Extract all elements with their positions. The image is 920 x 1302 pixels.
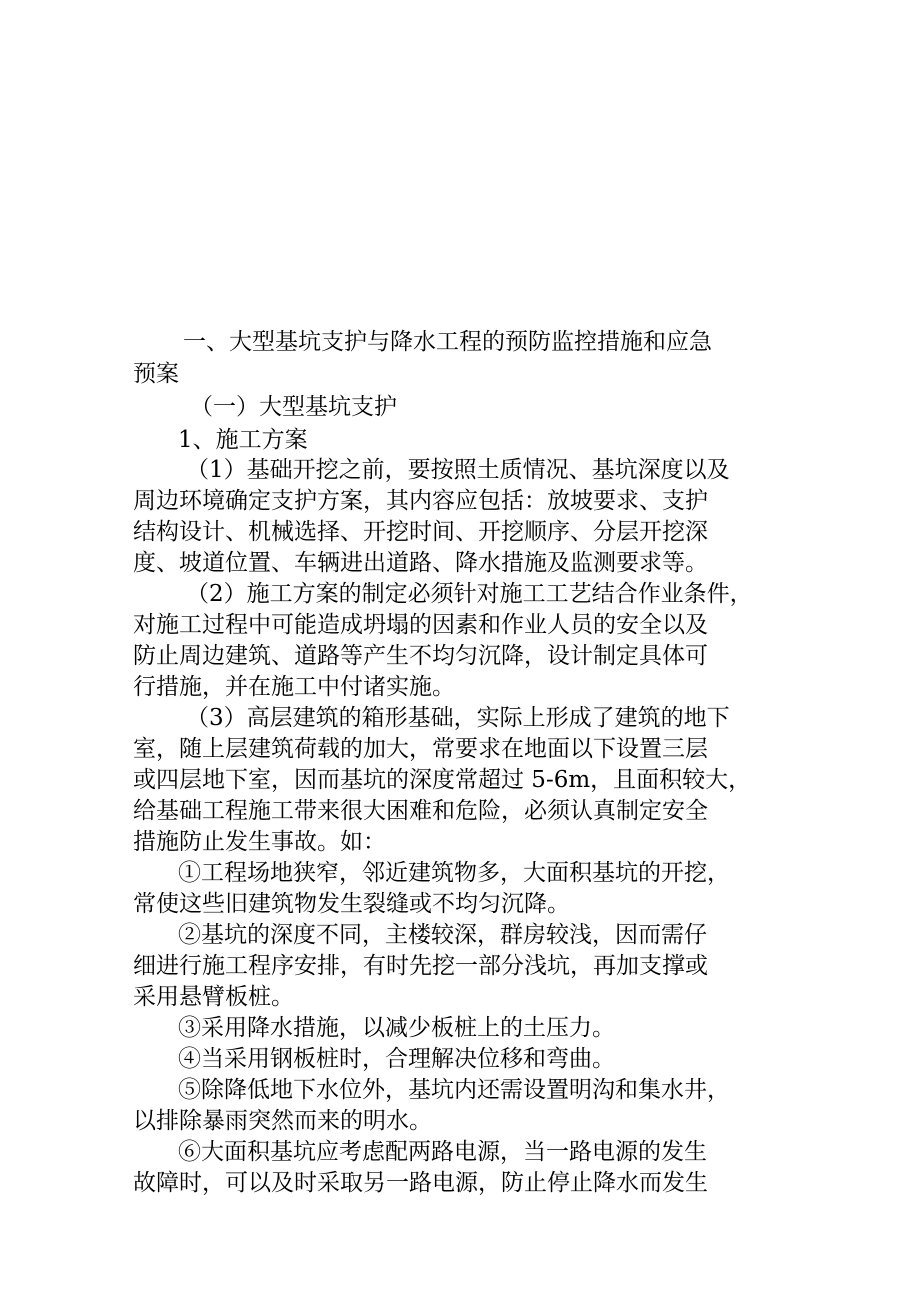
paragraph-3-line-5: 措施防止发生事故。如： (133, 829, 386, 855)
item-2-line-2: 细进行施工程序安排，有时先挖一部分浅坑，再加支撑或 (133, 953, 708, 979)
heading-line-1: 一、大型基坑支护与降水工程的预防监控措施和应急 (183, 329, 712, 355)
item-1-line-2: 常使这些旧建筑物发生裂缝或不均匀沉降。 (133, 891, 570, 917)
item-1-line-1: ①工程场地狭窄，邻近建筑物多，大面积基坑的开挖， (178, 860, 730, 886)
paragraph-1-line-2: 周边环境确定支护方案，其内容应包括：放坡要求、支护 (133, 488, 708, 514)
paragraph-1-line-3: 结构设计、机械选择、开挖时间、开挖顺序、分层开挖深 (133, 519, 708, 545)
paragraph-1-line-4: 度、坡道位置、车辆进出道路、降水措施及监测要求等。 (133, 550, 708, 576)
item-3-line-1: ③采用降水措施，以减少板桩上的土压力。 (178, 1015, 615, 1041)
item-2-line-1: ②基坑的深度不同，主楼较深，群房较浅，因而需仔 (178, 922, 707, 948)
heading-line-2: 预案 (133, 361, 179, 387)
item-6-line-1: ⑥大面积基坑应考虑配两路电源，当一路电源的发生 (178, 1139, 707, 1165)
paragraph-2-line-2: 对施工过程中可能造成坍塌的因素和作业人员的安全以及 (133, 612, 708, 638)
paragraph-2-line-4: 行措施，并在施工中付诸实施。 (133, 674, 455, 700)
paragraph-3-line-2: 室，随上层建筑荷载的加大，常要求在地面以下设置三层 (133, 736, 708, 762)
item-4-line-1: ④当采用钢板桩时，合理解决位移和弯曲。 (178, 1046, 615, 1072)
paragraph-2-line-3: 防止周边建筑、道路等产生不均匀沉降，设计制定具体可 (133, 643, 708, 669)
paragraph-3-line-3: 或四层地下室，因而基坑的深度常超过 5-6m，且面积较大， (133, 767, 752, 793)
subsection-title: 1、施工方案 (178, 427, 308, 453)
paragraph-1-line-1: （1）基础开挖之前，要按照土质情况、基坑深度以及 (186, 457, 730, 483)
item-5-line-1: ⑤除降低地下水位外，基坑内还需设置明沟和集水井， (178, 1077, 730, 1103)
item-6-line-2: 故障时，可以及时采取另一路电源，防止停止降水而发生 (133, 1170, 708, 1196)
item-5-line-2: 以排除暴雨突然而来的明水。 (133, 1108, 432, 1134)
paragraph-2-line-1: （2）施工方案的制定必须针对施工工艺结合作业条件， (186, 581, 753, 607)
paragraph-3-line-4: 给基础工程施工带来很大困难和危险，必须认真制定安全 (133, 798, 708, 824)
section-title: （一）大型基坑支护 (190, 394, 397, 420)
paragraph-3-line-1: （3）高层建筑的箱形基础，实际上形成了建筑的地下 (186, 705, 730, 731)
item-2-line-3: 采用悬臂板桩。 (133, 984, 294, 1010)
